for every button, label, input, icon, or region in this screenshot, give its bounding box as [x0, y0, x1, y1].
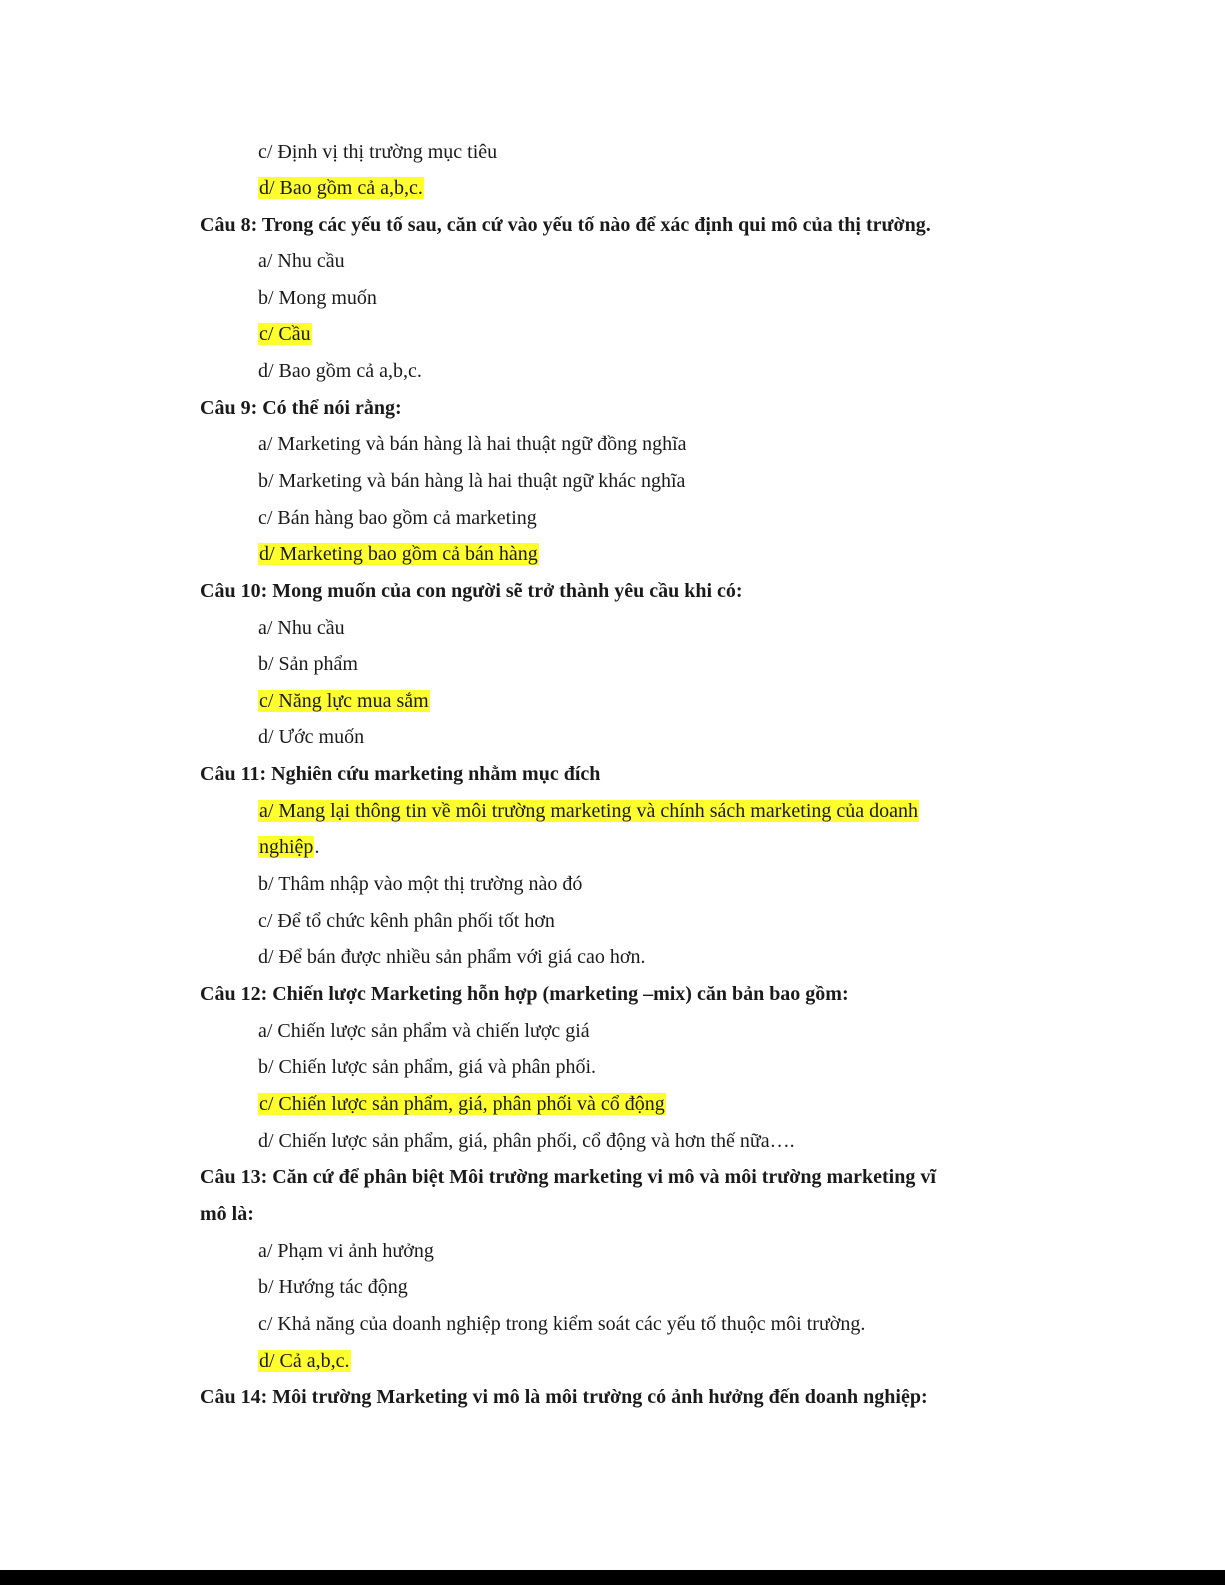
question-12: Câu 12: Chiến lược Marketing hỗn hợp (marketing –mix) căn bản bao gồm: [200, 983, 849, 1005]
option-line: c/ Khả năng của doanh nghiệp trong kiểm soát các yếu tố thuộc môi trường. [258, 1313, 866, 1335]
answer-highlight: c/ Chiến lược sản phẩm, giá, phân phối và cổ động [259, 1093, 665, 1115]
option-line: b/ Thâm nhập vào một thị trường nào đó [258, 873, 583, 895]
option-line: c/ Để tổ chức kênh phân phối tốt hơn [258, 910, 555, 932]
option-line: c/ Định vị thị trường mục tiêu [258, 141, 498, 163]
answer-highlight: d/ Marketing bao gồm cả bán hàng [259, 543, 538, 565]
option-line-answer [258, 687, 430, 715]
option-line-answer [258, 797, 919, 825]
option-line-answer [258, 320, 312, 348]
option-line: d/ Để bán được nhiều sản phẩm với giá cao hơn. [258, 946, 646, 968]
question-11: Câu 11: Nghiên cứu marketing nhằm mục đích [200, 763, 601, 785]
option-line: d/ Chiến lược sản phẩm, giá, phân phối, cổ động và hơn thế nữa…. [258, 1130, 795, 1152]
option-line: d/ Ước muốn [258, 726, 365, 748]
option-line: a/ Marketing và bán hàng là hai thuật ngữ đồng nghĩa [258, 433, 687, 455]
option-line: a/ Nhu cầu [258, 250, 345, 272]
option-line-answer [258, 174, 424, 202]
option-line: d/ Bao gồm cả a,b,c. [258, 360, 422, 382]
option-line: a/ Nhu cầu [258, 617, 345, 639]
question-8: Câu 8: Trong các yếu tố sau, căn cứ vào yếu tố nào để xác định qui mô của thị trường. [200, 214, 931, 236]
question-13-continuation: mô là: [200, 1203, 254, 1225]
bottom-edge-bar [0, 1570, 1225, 1585]
answer-highlight: c/ Cầu [259, 323, 311, 345]
question-13: Câu 13: Căn cứ để phân biệt Môi trường marketing vi mô và môi trường marketing vĩ [200, 1166, 936, 1188]
option-line-answer [258, 1347, 351, 1375]
option-line: a/ Chiến lược sản phẩm và chiến lược giá [258, 1020, 590, 1042]
answer-highlight: nghiệp [259, 836, 314, 858]
option-line: b/ Marketing và bán hàng là hai thuật ngữ khác nghĩa [258, 470, 686, 492]
option-line: b/ Sản phẩm [258, 653, 358, 675]
option-line: c/ Bán hàng bao gồm cả marketing [258, 507, 537, 529]
option-line: a/ Phạm vi ảnh hưởng [258, 1240, 434, 1262]
option-line-answer: nghiệp. [259, 836, 320, 858]
answer-highlight: a/ Mang lại thông tin về môi trường marketing và chính sách marketing của doanh [259, 800, 919, 822]
option-line-answer [258, 540, 539, 568]
option-line: b/ Hướng tác động [258, 1276, 408, 1298]
option-line-answer [258, 1090, 666, 1118]
question-14: Câu 14: Môi trường Marketing vi mô là môi trường có ảnh hưởng đến doanh nghiệp: [200, 1386, 928, 1408]
question-10: Câu 10: Mong muốn của con người sẽ trở thành yêu cầu khi có: [200, 580, 743, 602]
question-9: Câu 9: Có thể nói rằng: [200, 397, 402, 419]
answer-highlight: d/ Bao gồm cả a,b,c. [259, 177, 423, 199]
answer-highlight: d/ Cả a,b,c. [259, 1350, 350, 1372]
option-line: b/ Chiến lược sản phẩm, giá và phân phối. [258, 1056, 597, 1078]
option-line: b/ Mong muốn [258, 287, 377, 309]
answer-highlight: c/ Năng lực mua sắm [259, 690, 429, 712]
